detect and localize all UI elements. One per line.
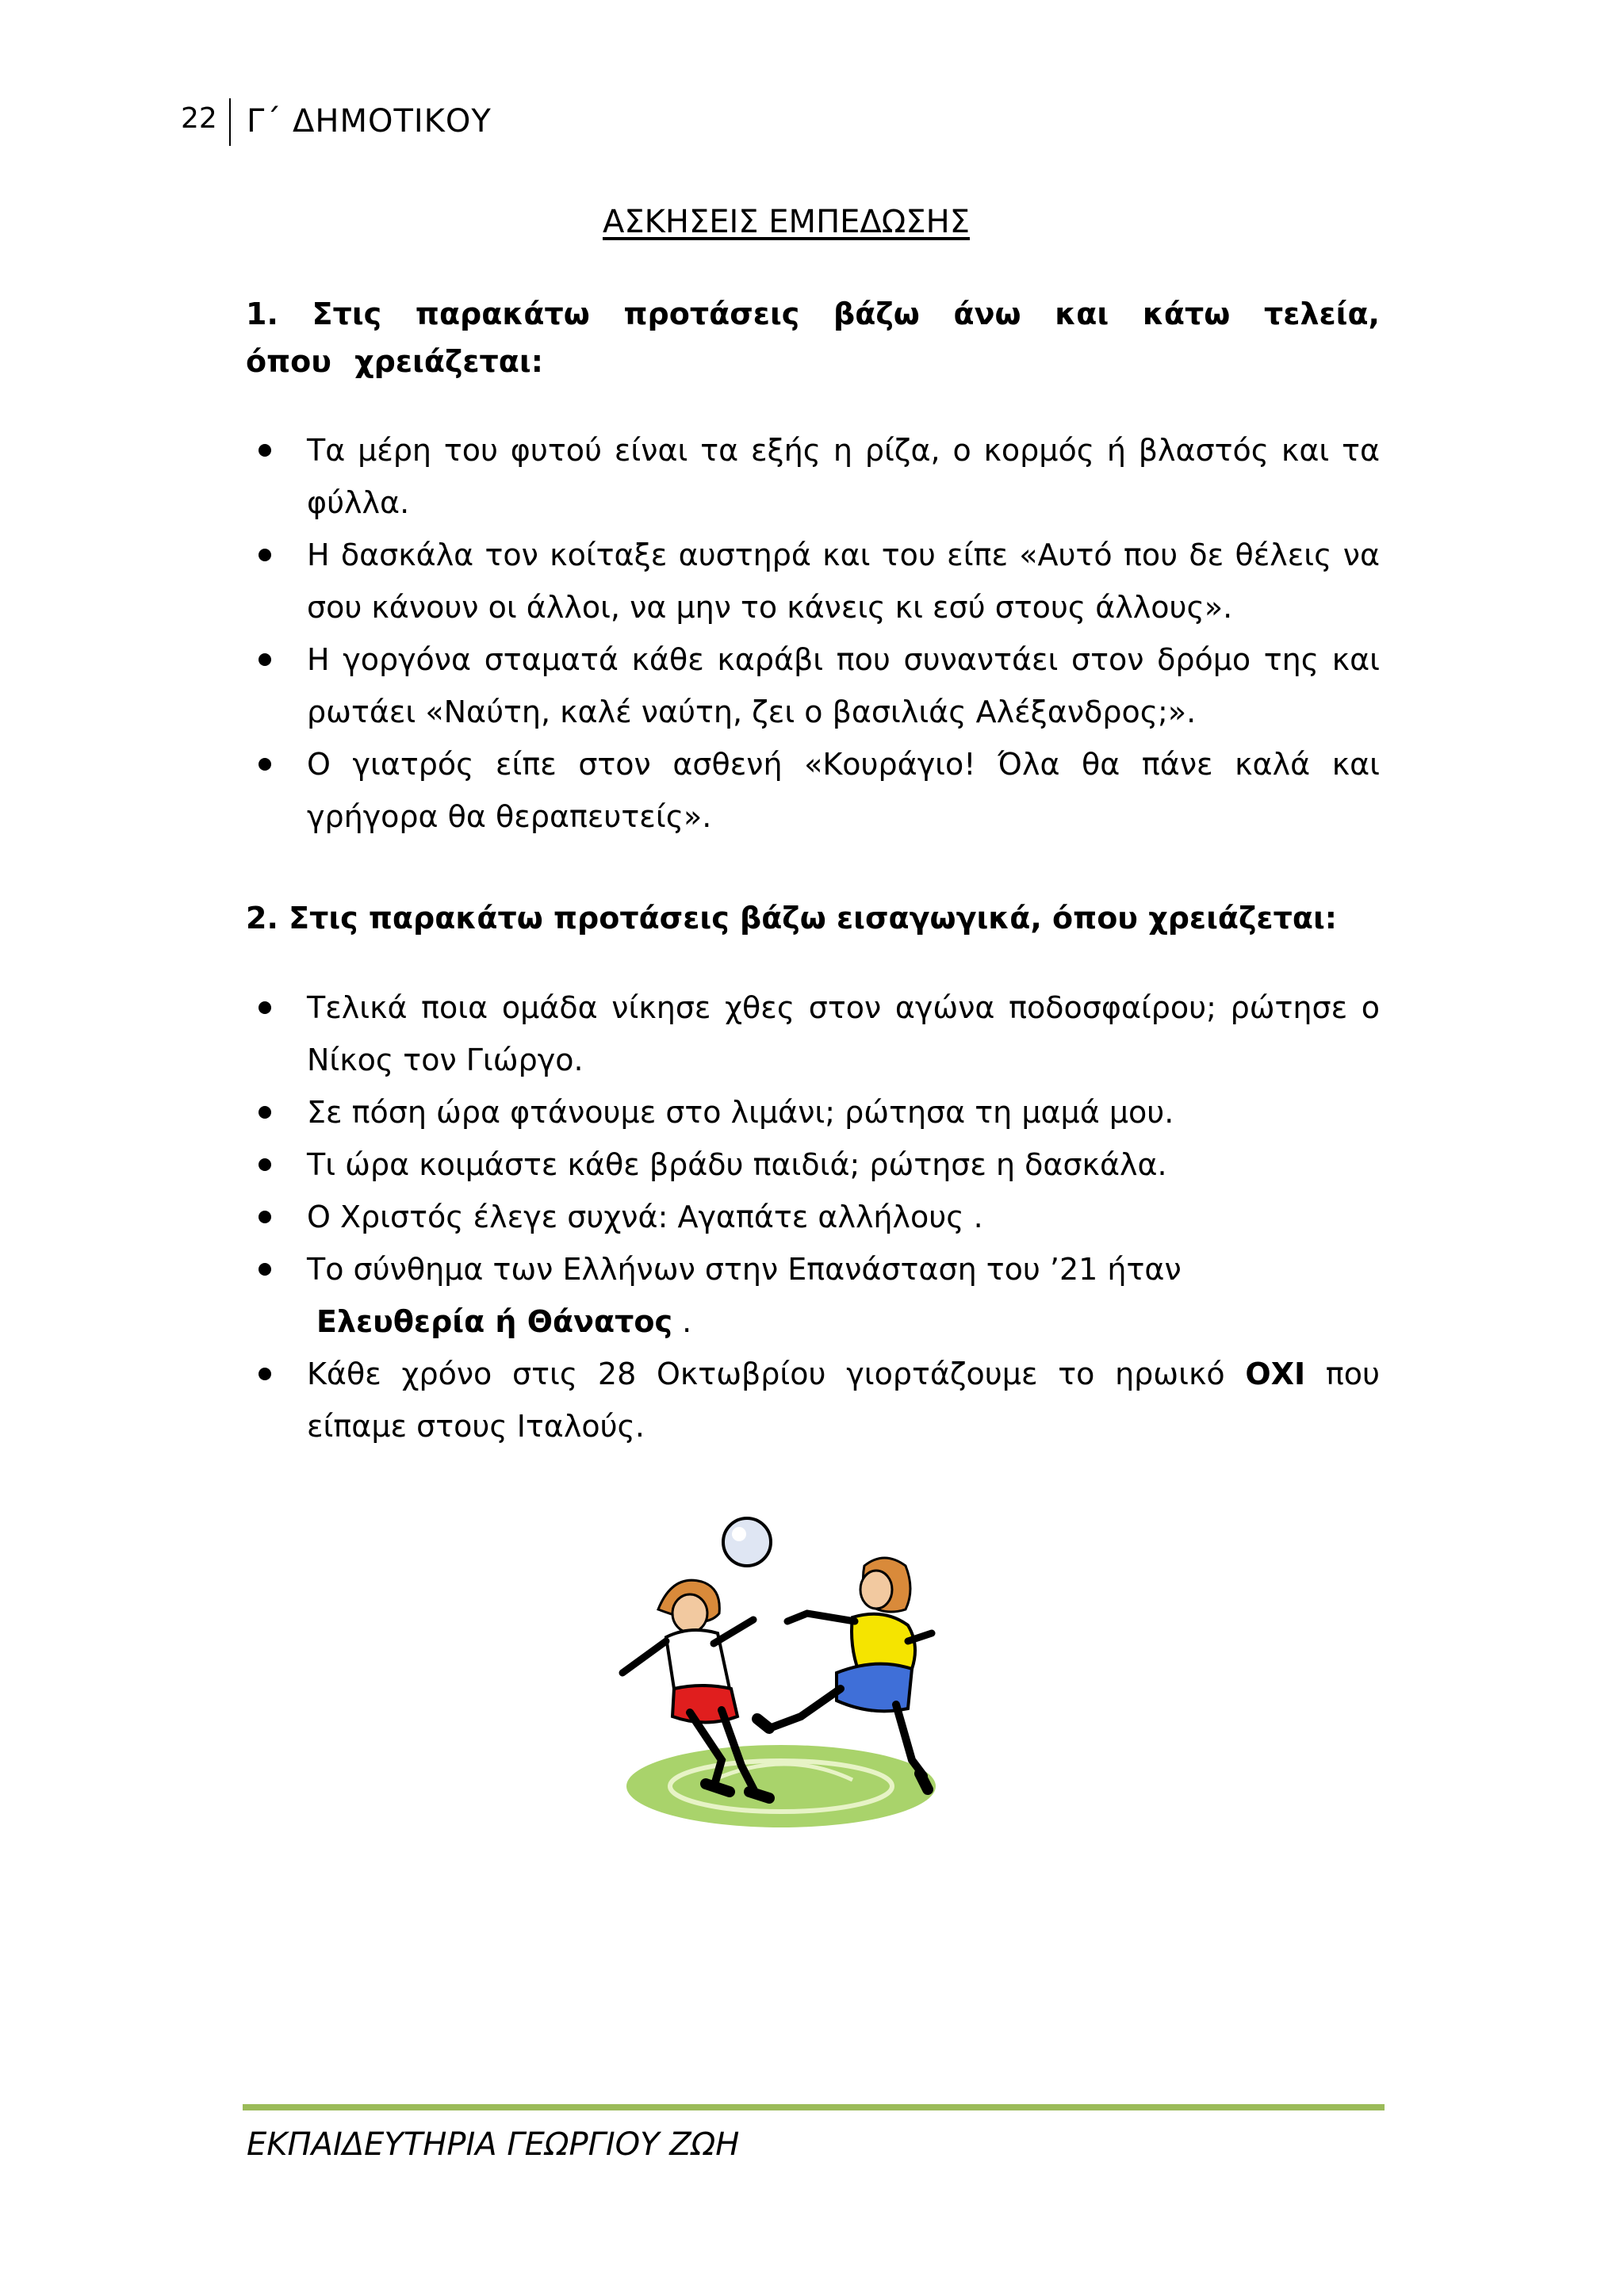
grass-icon [626,1745,936,1827]
ball-icon [723,1518,771,1566]
list-item: Κάθε χρόνο στις 28 Οκτωβρίου γιορτάζουμε το ηρωικό ΟΧΙ που είπαμε στους Ιταλούς. [246,1348,1380,1452]
list-item: Η δασκάλα τον κοίταξε αυστηρά και του είπε «Αυτό που δε θέλεις να σου κάνουν οι άλλοι, να μην το κάνεις κι εσύ στους άλλους». [246,529,1380,633]
list-item: Τι ώρα κοιμάστε κάθε βράδυ παιδιά; ρώτησε η δασκάλα. [246,1138,1380,1191]
exercise-2-heading: 2. Στις παρακάτω προτάσεις βάζω εισαγωγικά, όπου χρειάζεται: [246,901,1337,936]
list-item: Η γοργόνα σταματά κάθε καράβι που συναντάει στον δρόμο της και ρωτάει «Ναύτη, καλέ ναύτη, ζει ο βασιλιάς Αλέξανδρος;». [246,633,1380,738]
bullet-icon [259,1263,271,1276]
bullet-icon [259,653,271,666]
list-item: Ο γιατρός είπε στον ασθενή «Κουράγιο! Όλα θα πάνε καλά και γρήγορα θα θεραπευτείς». [246,738,1380,843]
exercise-2-list [246,982,1380,1452]
bullet-icon [259,1106,271,1119]
bullet-icon [259,1001,271,1014]
document-title: ΑΣΚΗΣΕΙΣ ΕΜΠΕΔΩΣΗΣ [603,204,970,240]
motto: Ελευθερία ή Θάνατος . [316,1304,692,1339]
exercise-1-heading: 1. Στις παρακάτω προτάσεις βάζω άνω και κάτω τελεία, όπου χρειάζεται: [246,297,1380,379]
bullet-icon [259,1368,271,1380]
page-number: 22 [181,102,217,135]
footer-text: ΕΚΠΑΙΔΕΥΤΗΡΙΑ ΓΕΩΡΓΙΟΥ ΖΩΗ [247,2126,740,2163]
bullet-icon [259,1158,271,1171]
header-title: Γ΄ ΔΗΜΟΤΙΚΟΥ [247,103,492,140]
list-item: Ο Χριστός έλεγε συχνά: Αγαπάτε αλλήλους . [246,1191,1380,1243]
list-item: Σε πόση ώρα φτάνουμε στο λιμάνι; ρώτησα τη μαμά μου. [246,1086,1380,1138]
list-item: Το σύνθημα των Ελλήνων στην Επανάσταση του ’21 ήταν Ελευθερία ή Θάνατος . [246,1243,1380,1348]
soccer-players-illustration [603,1502,975,1859]
bullet-icon [259,549,271,561]
exercise-1-list [246,424,1380,843]
header-divider [229,98,231,146]
bullet-icon [259,758,271,771]
bullet-icon [259,444,271,457]
footer-divider [243,2104,1385,2110]
bullet-icon [259,1211,271,1223]
list-item: Τα μέρη του φυτού είναι τα εξής η ρίζα, ο κορμός ή βλαστός και τα φύλλα. [246,424,1380,529]
list-item: Τελικά ποια ομάδα νίκησε χθες στον αγώνα ποδοσφαίρου; ρώτησε ο Νίκος τον Γιώργο. [246,982,1380,1086]
